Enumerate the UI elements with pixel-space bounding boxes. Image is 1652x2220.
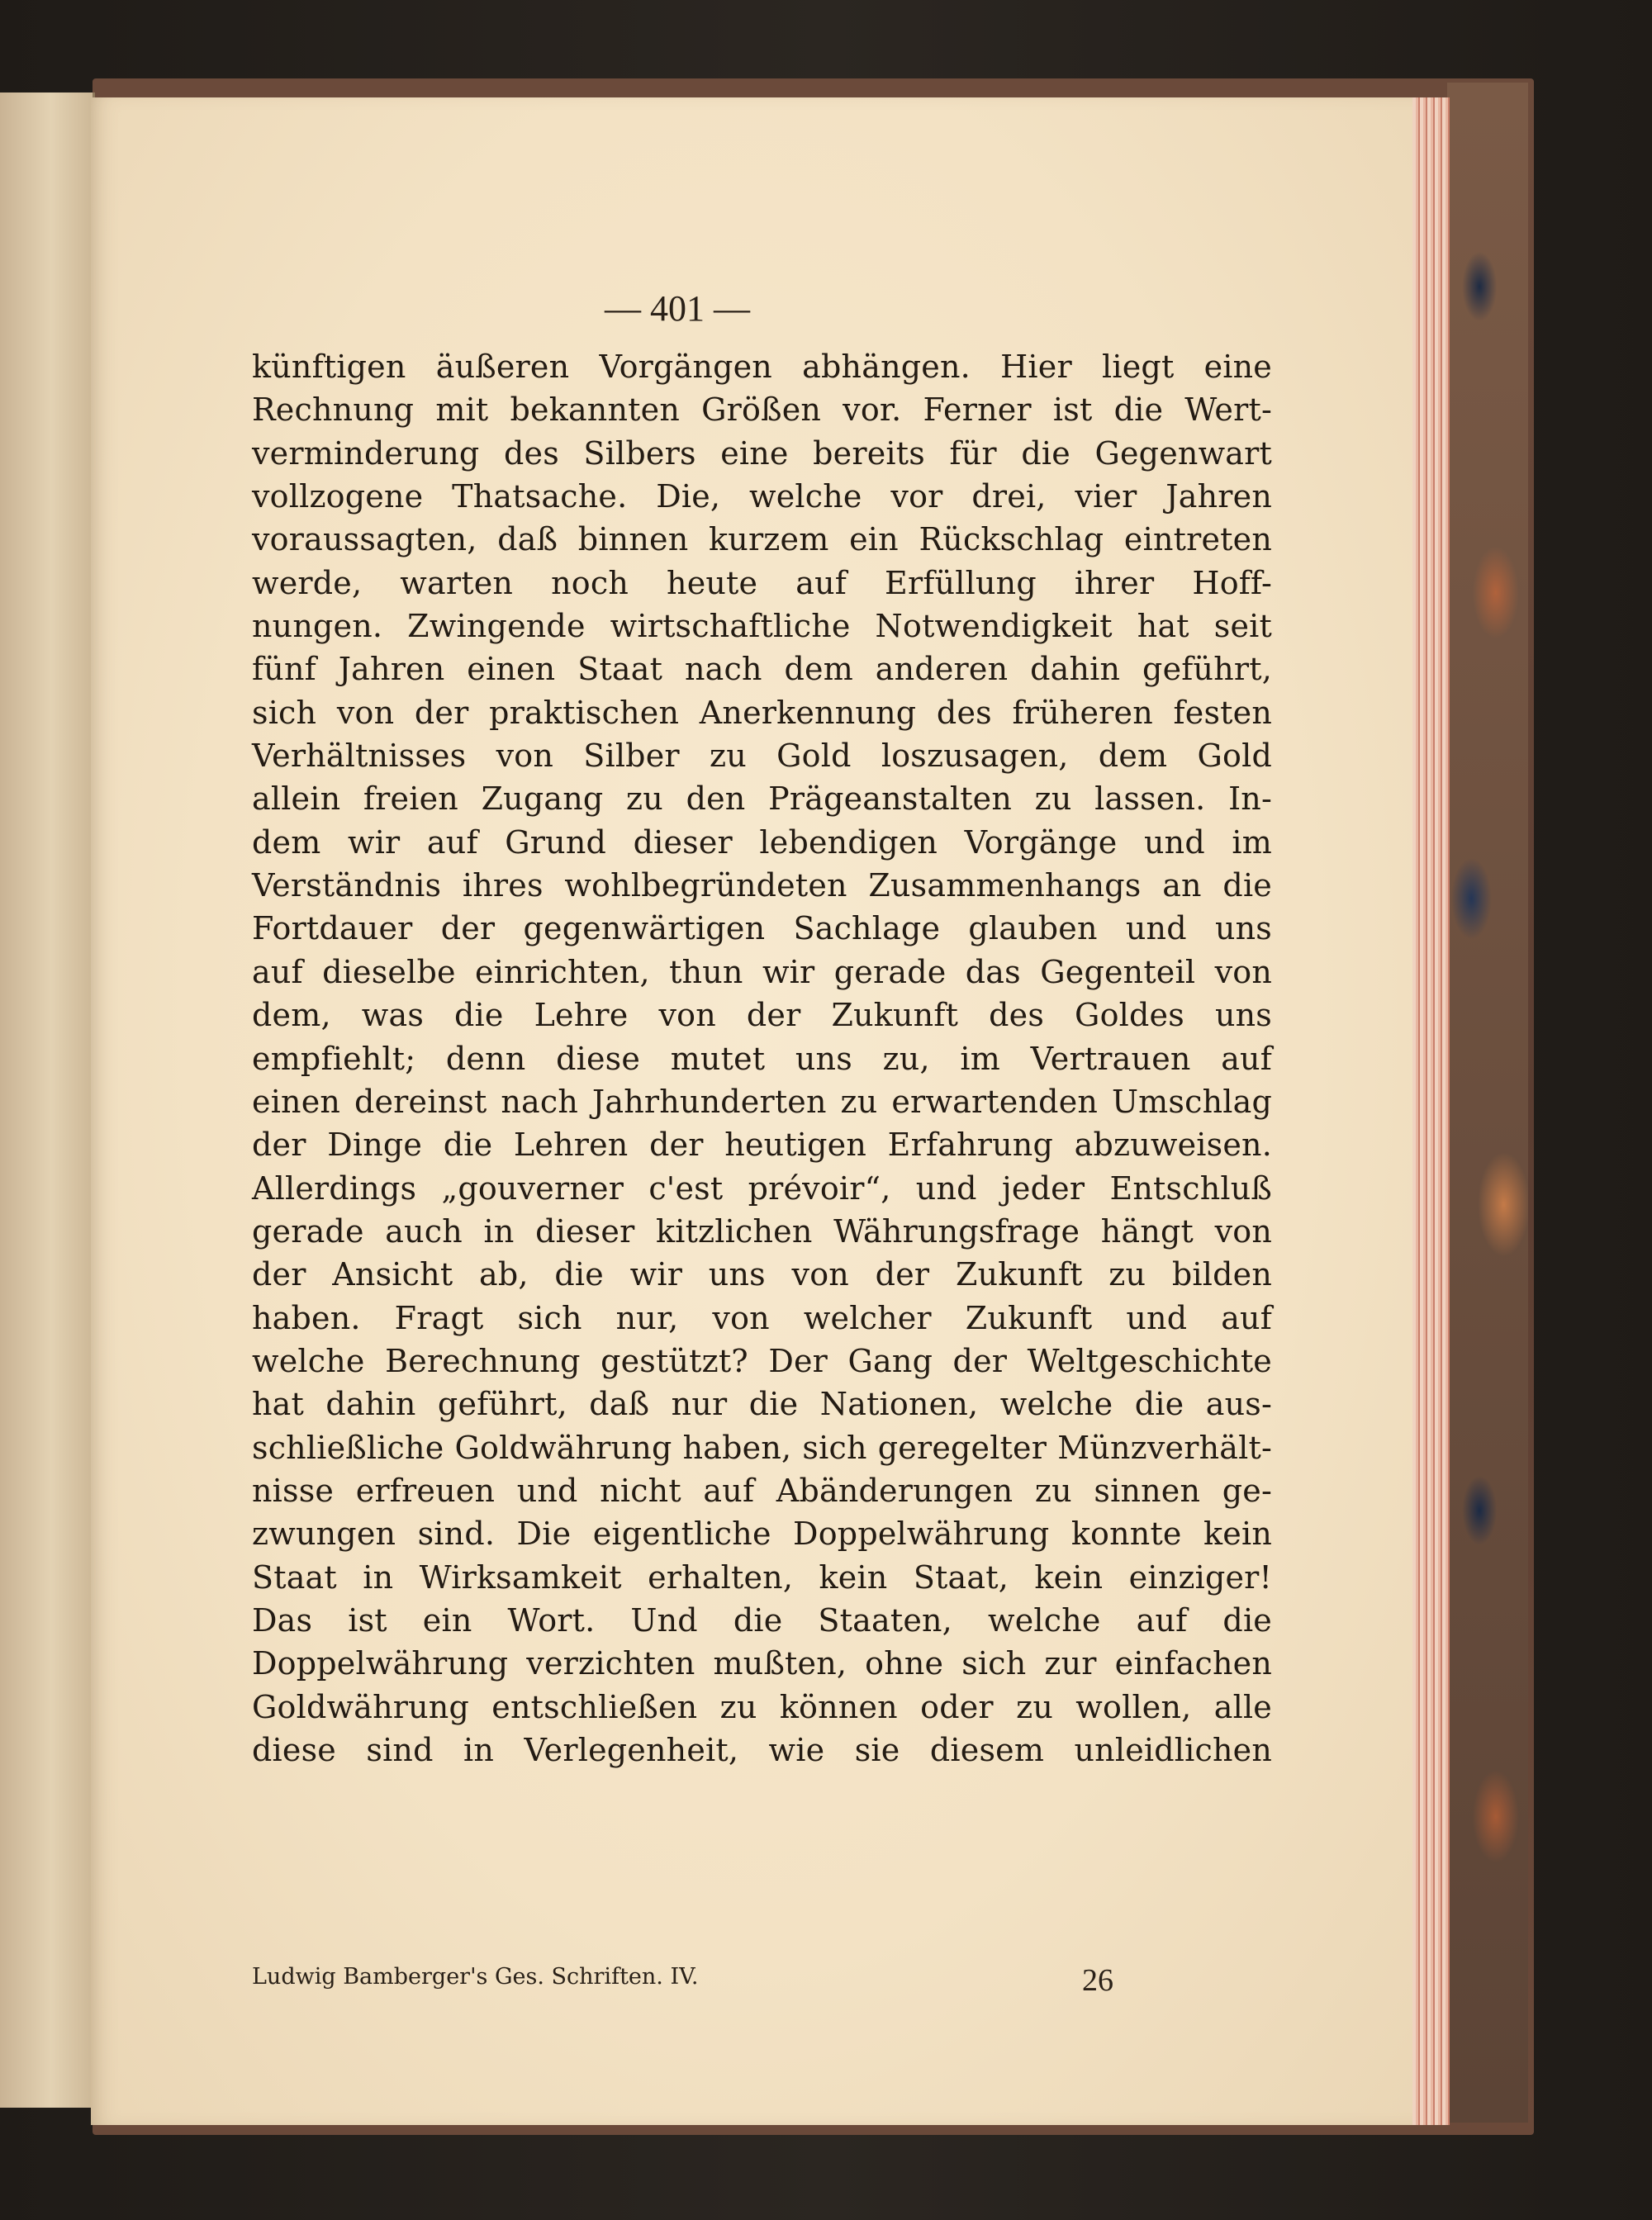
text-line: Verhältnisses von Silber zu Gold loszusagen, dem Gold — [252, 738, 1272, 775]
text-line: verminderung des Silbers eine bereits für die Gegenwart — [252, 434, 1272, 472]
page-number: — 401 — — [605, 288, 750, 329]
text-line: diese sind in Verlegenheit, wie sie diesem unleidlichen — [252, 1732, 1272, 1768]
text-line: Rechnung mit bekannten Größen vor. Ferner ist die Wert- — [252, 391, 1272, 429]
text-line: zwungen sind. Die eigentliche Doppelwährung konnte kein — [252, 1516, 1272, 1553]
text-line: gerade auch in dieser kitzlichen Währungsfrage hängt von — [252, 1212, 1272, 1250]
text-line: hat dahin geführt, daß nur die Nationen, welche die aus- — [252, 1386, 1272, 1423]
text-line: Doppelwährung verzichten mußten, ohne sich zur einfachen — [252, 1645, 1272, 1682]
body-text — [252, 345, 1272, 1772]
text-line: einen dereinst nach Jahrhunderten zu erwartenden Umschlag — [252, 1083, 1272, 1120]
text-line: empfiehlt; denn diese mutet uns zu, im Vertrauen auf — [252, 1040, 1272, 1077]
signature-mark: 26 — [1082, 1963, 1113, 1998]
text-line: der Dinge die Lehren der heutigen Erfahrung abzuweisen. — [252, 1127, 1272, 1164]
text-line: nungen. Zwingende wirtschaftliche Notwendigkeit hat seit — [252, 608, 1272, 645]
text-line: werde, warten noch heute auf Erfüllung ihrer Hoff- — [252, 564, 1272, 601]
text-line: der Ansicht ab, die wir uns von der Zukunft zu bilden — [252, 1256, 1272, 1293]
text-line: Allerdings „gouverner c'est prévoir“, und jeder Entschluß — [252, 1169, 1272, 1207]
page-footer — [252, 1954, 1272, 1998]
text-line: dem, was die Lehre von der Zukunft des Goldes uns — [252, 997, 1272, 1034]
previous-page-edge — [0, 92, 95, 2108]
text-line: Goldwährung entschließen zu können oder zu wollen, alle — [252, 1688, 1272, 1725]
text-line: nisse erfreuen und nicht auf Abänderungen zu sinnen ge- — [252, 1472, 1272, 1509]
text-line: haben. Fragt sich nur, von welcher Zukunft und auf — [252, 1299, 1272, 1336]
text-line: künftigen äußeren Vorgängen abhängen. Hier liegt eine — [252, 349, 1272, 385]
book-page — [91, 97, 1412, 2125]
text-line: sich von der praktischen Anerkennung des früheren festen — [252, 694, 1272, 731]
page-fore-edges — [1408, 97, 1450, 2125]
text-line: Verständnis ihres wohlbegründeten Zusammenhangs an die — [252, 867, 1272, 904]
text-line: fünf Jahren einen Staat nach dem anderen dahin geführt, — [252, 651, 1272, 688]
text-line: schließliche Goldwährung haben, sich geregelter Münzverhält- — [252, 1429, 1272, 1466]
text-line: voraussagten, daß binnen kurzem ein Rückschlag eintreten — [252, 521, 1272, 558]
text-line: Fortdauer der gegenwärtigen Sachlage glauben und uns — [252, 910, 1272, 947]
text-line: vollzogene Thatsache. Die, welche vor drei, vier Jahren — [252, 478, 1272, 515]
text-line: dem wir auf Grund dieser lebendigen Vorgänge und im — [252, 823, 1272, 861]
text-line: welche Berechnung gestützt? Der Gang der Weltgeschichte — [252, 1342, 1272, 1379]
text-line: Das ist ein Wort. Und die Staaten, welche auf die — [252, 1601, 1272, 1639]
marbled-endpaper — [1447, 83, 1528, 2123]
text-line: auf dieselbe einrichten, thun wir gerade das Gegenteil von — [252, 953, 1272, 990]
footer-note: Ludwig Bamberger's Ges. Schriften. IV. — [252, 1964, 699, 1990]
text-line: allein freien Zugang zu den Prägeanstalten zu lassen. In- — [252, 780, 1272, 818]
text-line: Staat in Wirksamkeit erhalten, kein Staat, kein einziger! — [252, 1558, 1272, 1596]
